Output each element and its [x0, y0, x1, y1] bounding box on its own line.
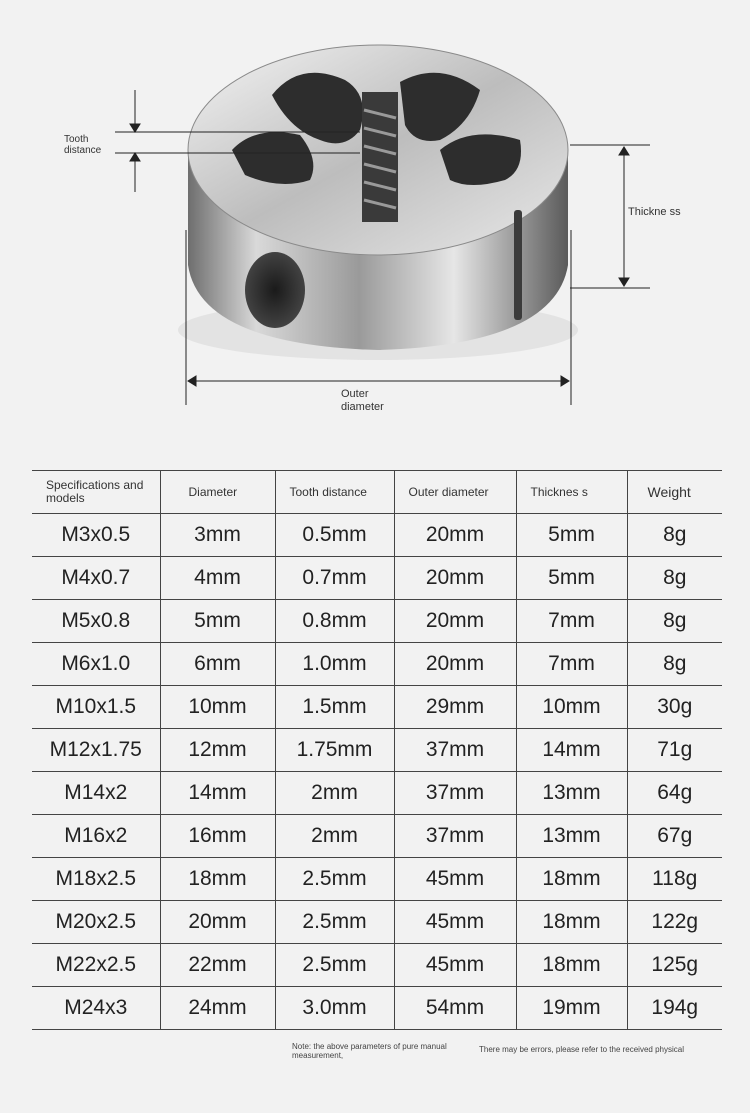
header-specifications: Specifications and models [32, 471, 160, 514]
cell-model: M3x0.5 [32, 514, 160, 557]
cell-diameter: 18mm [160, 858, 275, 901]
cell-diameter: 20mm [160, 901, 275, 944]
cell-weight: 194g [627, 987, 722, 1030]
cell-tooth-distance: 1.0mm [275, 643, 394, 686]
table-row [32, 514, 722, 557]
cell-weight: 8g [627, 643, 722, 686]
table-row [32, 901, 722, 944]
note-right: There may be errors, please refer to the received physical [479, 1045, 684, 1054]
outer-diameter-label: Outer diameter [341, 388, 384, 413]
table-header-row [32, 471, 722, 514]
cell-tooth-distance: 1.75mm [275, 729, 394, 772]
cell-diameter: 10mm [160, 686, 275, 729]
cell-outer-diameter: 29mm [394, 686, 516, 729]
note-left: Note: the above parameters of pure manual measurement, [292, 1042, 447, 1060]
side-hole [245, 252, 305, 328]
cell-diameter: 22mm [160, 944, 275, 987]
cell-thickness: 19mm [516, 987, 627, 1030]
thickness-label: Thickne ss [628, 206, 681, 218]
cell-weight: 64g [627, 772, 722, 815]
table-row [32, 729, 722, 772]
cell-model: M4x0.7 [32, 557, 160, 600]
cell-thickness: 18mm [516, 858, 627, 901]
table-row [32, 772, 722, 815]
cell-weight: 67g [627, 815, 722, 858]
cell-outer-diameter: 45mm [394, 944, 516, 987]
cell-thickness: 5mm [516, 557, 627, 600]
cell-tooth-distance: 2mm [275, 772, 394, 815]
cell-tooth-distance: 0.5mm [275, 514, 394, 557]
cell-model: M20x2.5 [32, 901, 160, 944]
header-outer-diameter: Outer diameter [394, 471, 516, 514]
die-illustration [0, 0, 750, 440]
cell-thickness: 7mm [516, 643, 627, 686]
table-row [32, 815, 722, 858]
table-row [32, 643, 722, 686]
specifications-table [32, 470, 722, 1030]
header-tooth-distance: Tooth distance [275, 471, 394, 514]
cell-outer-diameter: 20mm [394, 643, 516, 686]
table-row [32, 944, 722, 987]
table-row [32, 858, 722, 901]
cell-model: M6x1.0 [32, 643, 160, 686]
header-weight: Weight [627, 471, 722, 514]
cell-thickness: 18mm [516, 901, 627, 944]
cell-weight: 118g [627, 858, 722, 901]
cell-diameter: 5mm [160, 600, 275, 643]
cell-model: M5x0.8 [32, 600, 160, 643]
cell-tooth-distance: 3.0mm [275, 987, 394, 1030]
cell-tooth-distance: 0.7mm [275, 557, 394, 600]
cell-thickness: 5mm [516, 514, 627, 557]
cell-outer-diameter: 45mm [394, 858, 516, 901]
cell-thickness: 13mm [516, 815, 627, 858]
cell-thickness: 10mm [516, 686, 627, 729]
cell-outer-diameter: 37mm [394, 815, 516, 858]
header-diameter: Diameter [160, 471, 275, 514]
cell-thickness: 13mm [516, 772, 627, 815]
cell-outer-diameter: 54mm [394, 987, 516, 1030]
round-die-drawing [0, 0, 750, 440]
cell-model: M16x2 [32, 815, 160, 858]
cell-thickness: 18mm [516, 944, 627, 987]
table-row [32, 557, 722, 600]
cell-thickness: 7mm [516, 600, 627, 643]
cell-tooth-distance: 2.5mm [275, 944, 394, 987]
cell-outer-diameter: 45mm [394, 901, 516, 944]
cell-weight: 8g [627, 514, 722, 557]
cell-weight: 125g [627, 944, 722, 987]
cell-tooth-distance: 1.5mm [275, 686, 394, 729]
cell-outer-diameter: 20mm [394, 600, 516, 643]
cell-model: M12x1.75 [32, 729, 160, 772]
cell-weight: 122g [627, 901, 722, 944]
cell-tooth-distance: 0.8mm [275, 600, 394, 643]
cell-diameter: 14mm [160, 772, 275, 815]
cell-weight: 8g [627, 600, 722, 643]
table-row [32, 987, 722, 1030]
cell-tooth-distance: 2.5mm [275, 858, 394, 901]
cell-model: M10x1.5 [32, 686, 160, 729]
table-row [32, 686, 722, 729]
cell-outer-diameter: 37mm [394, 729, 516, 772]
cell-model: M22x2.5 [32, 944, 160, 987]
cell-weight: 8g [627, 557, 722, 600]
table-row [32, 600, 722, 643]
cell-outer-diameter: 20mm [394, 514, 516, 557]
cell-diameter: 12mm [160, 729, 275, 772]
cell-diameter: 3mm [160, 514, 275, 557]
cell-diameter: 6mm [160, 643, 275, 686]
cell-diameter: 4mm [160, 557, 275, 600]
cell-thickness: 14mm [516, 729, 627, 772]
cell-outer-diameter: 20mm [394, 557, 516, 600]
cell-weight: 30g [627, 686, 722, 729]
cell-diameter: 16mm [160, 815, 275, 858]
cell-model: M18x2.5 [32, 858, 160, 901]
cell-outer-diameter: 37mm [394, 772, 516, 815]
cell-tooth-distance: 2.5mm [275, 901, 394, 944]
cell-model: M14x2 [32, 772, 160, 815]
cell-diameter: 24mm [160, 987, 275, 1030]
tooth-distance-label: Tooth distance [64, 134, 102, 156]
cell-tooth-distance: 2mm [275, 815, 394, 858]
header-thickness: Thicknes s [516, 471, 627, 514]
cell-weight: 71g [627, 729, 722, 772]
cell-model: M24x3 [32, 987, 160, 1030]
